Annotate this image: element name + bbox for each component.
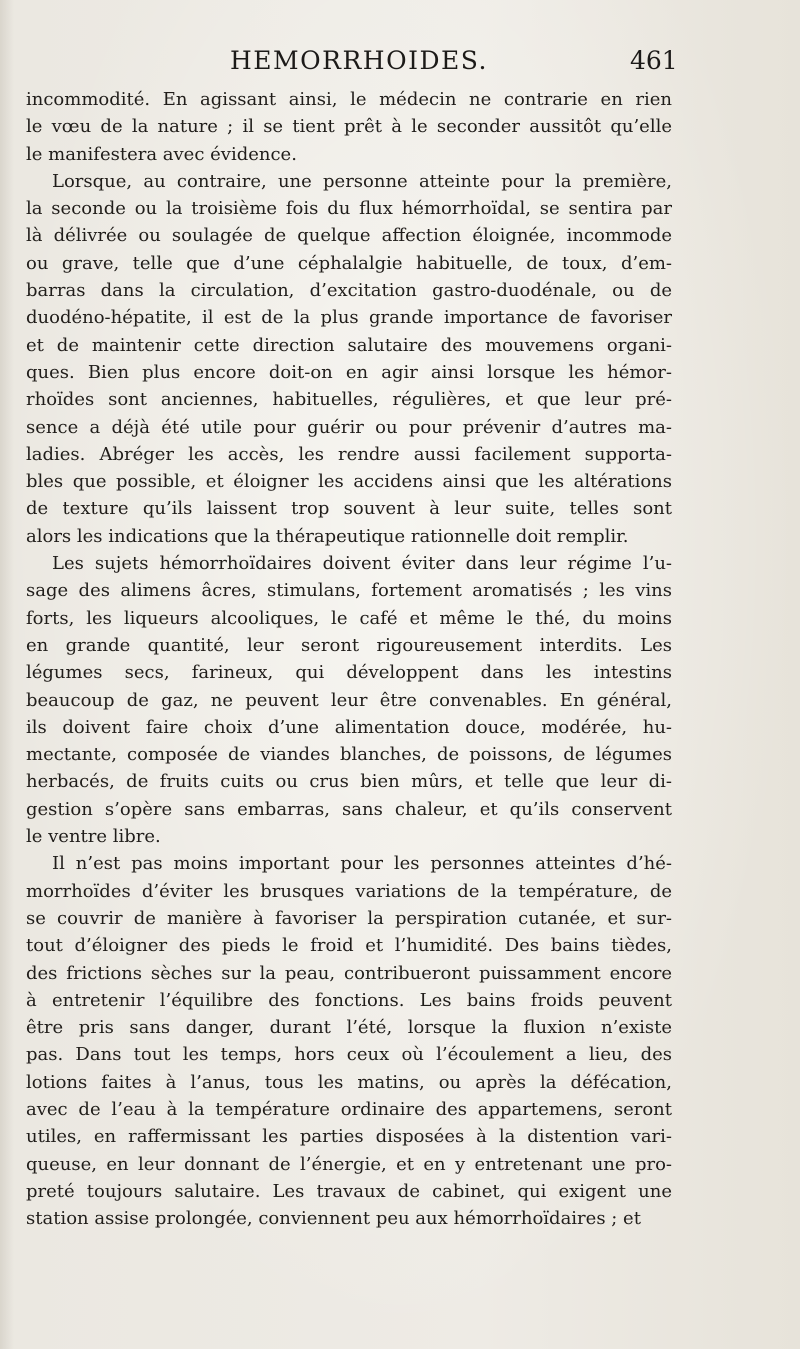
text-line: là délivrée ou soulagée de quelque affection éloignée, incommode: [26, 225, 672, 247]
text-line: lotions faites à l’anus, tous les matins, ou après la défécation,: [26, 1071, 672, 1093]
text-line: forts, les liqueurs alcooliques, le café et même le thé, du moins: [26, 607, 672, 629]
page-header: [0, 46, 800, 86]
text-line: ou grave, telle que d’une céphalalgie habituelle, de toux, d’em-: [26, 252, 672, 274]
text-line: tout d’éloigner des pieds le froid et l’humidité. Des bains tièdes,: [26, 935, 672, 957]
text-line: barras dans la circulation, d’excitation gastro-duodénale, ou de: [26, 280, 672, 302]
paragraph: [26, 550, 672, 850]
text-line: en grande quantité, leur seront rigoureusement interdits. Les: [26, 634, 672, 656]
text-line: de texture qu’ils laissent trop souvent à leur suite, telles sont: [26, 498, 672, 520]
running-head: HEMORRHOIDES.: [230, 46, 488, 75]
text-line: pas. Dans tout les temps, hors ceux où l’écoulement a lieu, des: [26, 1044, 672, 1066]
text-line: Il n’est pas moins important pour les personnes atteintes d’hé-: [52, 853, 672, 875]
text-line: herbacés, de fruits cuits ou crus bien mûrs, et telle que leur di-: [26, 771, 672, 793]
text-line: morrhoïdes d’éviter les brusques variations de la température, de: [26, 880, 672, 902]
text-line: gestion s’opère sans embarras, sans chaleur, et qu’ils conservent: [26, 798, 672, 820]
text-line: et de maintenir cette direction salutaire des mouvemens organi-: [26, 334, 672, 356]
text-line: le ventre libre.: [26, 826, 161, 848]
text-line: Lorsque, au contraire, une personne atteinte pour la première,: [52, 170, 672, 192]
paragraph: [26, 86, 672, 168]
text-line: sence a déjà été utile pour guérir ou pour prévenir d’autres ma-: [26, 416, 672, 438]
text-line: être pris sans danger, durant l’été, lorsque la fluxion n’existe: [26, 1017, 672, 1039]
text-line: à entretenir l’équilibre des fonctions. Les bains froids peuvent: [26, 989, 672, 1011]
text-line: utiles, en raffermissant les parties disposées à la distention vari-: [26, 1126, 672, 1148]
text-line: se couvrir de manière à favoriser la perspiration cutanée, et sur-: [26, 907, 672, 929]
text-line: légumes secs, farineux, qui développent dans les intestins: [26, 662, 672, 684]
text-line: ladies. Abréger les accès, les rendre aussi facilement supporta-: [26, 443, 672, 465]
text-line: preté toujours salutaire. Les travaux de cabinet, qui exigent une: [26, 1180, 672, 1202]
text-line: incommodité. En agissant ainsi, le médecin ne contrarie en rien: [26, 89, 672, 110]
text-line: la seconde ou la troisième fois du flux hémorrhoïdal, se sentira par: [26, 198, 672, 220]
text-line: bles que possible, et éloigner les accidens ainsi que les altérations: [26, 471, 672, 493]
text-line: des frictions sèches sur la peau, contribueront puissamment encore: [26, 962, 672, 984]
text-line: alors les indications que la thérapeutique rationnelle doit remplir.: [26, 525, 629, 547]
text-line: ques. Bien plus encore doit-on en agir ainsi lorsque les hémor-: [26, 361, 672, 383]
page-number: 461: [630, 46, 678, 75]
text-line: avec de l’eau à la température ordinaire des appartemens, seront: [26, 1098, 672, 1120]
text-line: Les sujets hémorrhoïdaires doivent éviter dans leur régime l’u-: [52, 553, 672, 575]
paragraph: [26, 850, 672, 1232]
text-line: mectante, composée de viandes blanches, de poissons, de légumes: [26, 744, 672, 766]
text-line: station assise prolongée, conviennent peu aux hémorrhoïdaires ; et: [26, 1208, 641, 1230]
text-line: ils doivent faire choix d’une alimentation douce, modérée, hu-: [26, 716, 672, 738]
text-line: sage des alimens âcres, stimulans, fortement aromatisés ; les vins: [26, 580, 672, 602]
text-line: le manifestera avec évidence.: [26, 143, 297, 165]
text-line: beaucoup de gaz, ne peuvent leur être convenables. En général,: [26, 689, 672, 711]
text-line: queuse, en leur donnant de l’énergie, et en y entretenant une pro-: [26, 1153, 672, 1175]
text-line: duodéno-hépatite, il est de la plus grande importance de favoriser: [26, 307, 672, 329]
text-line: le vœu de la nature ; il se tient prêt à le seconder aussitôt qu’elle: [26, 116, 672, 138]
body-text: [26, 86, 672, 1232]
text-line: rhoïdes sont anciennes, habituelles, régulières, et que leur pré-: [26, 389, 672, 411]
paragraph: [26, 168, 672, 550]
